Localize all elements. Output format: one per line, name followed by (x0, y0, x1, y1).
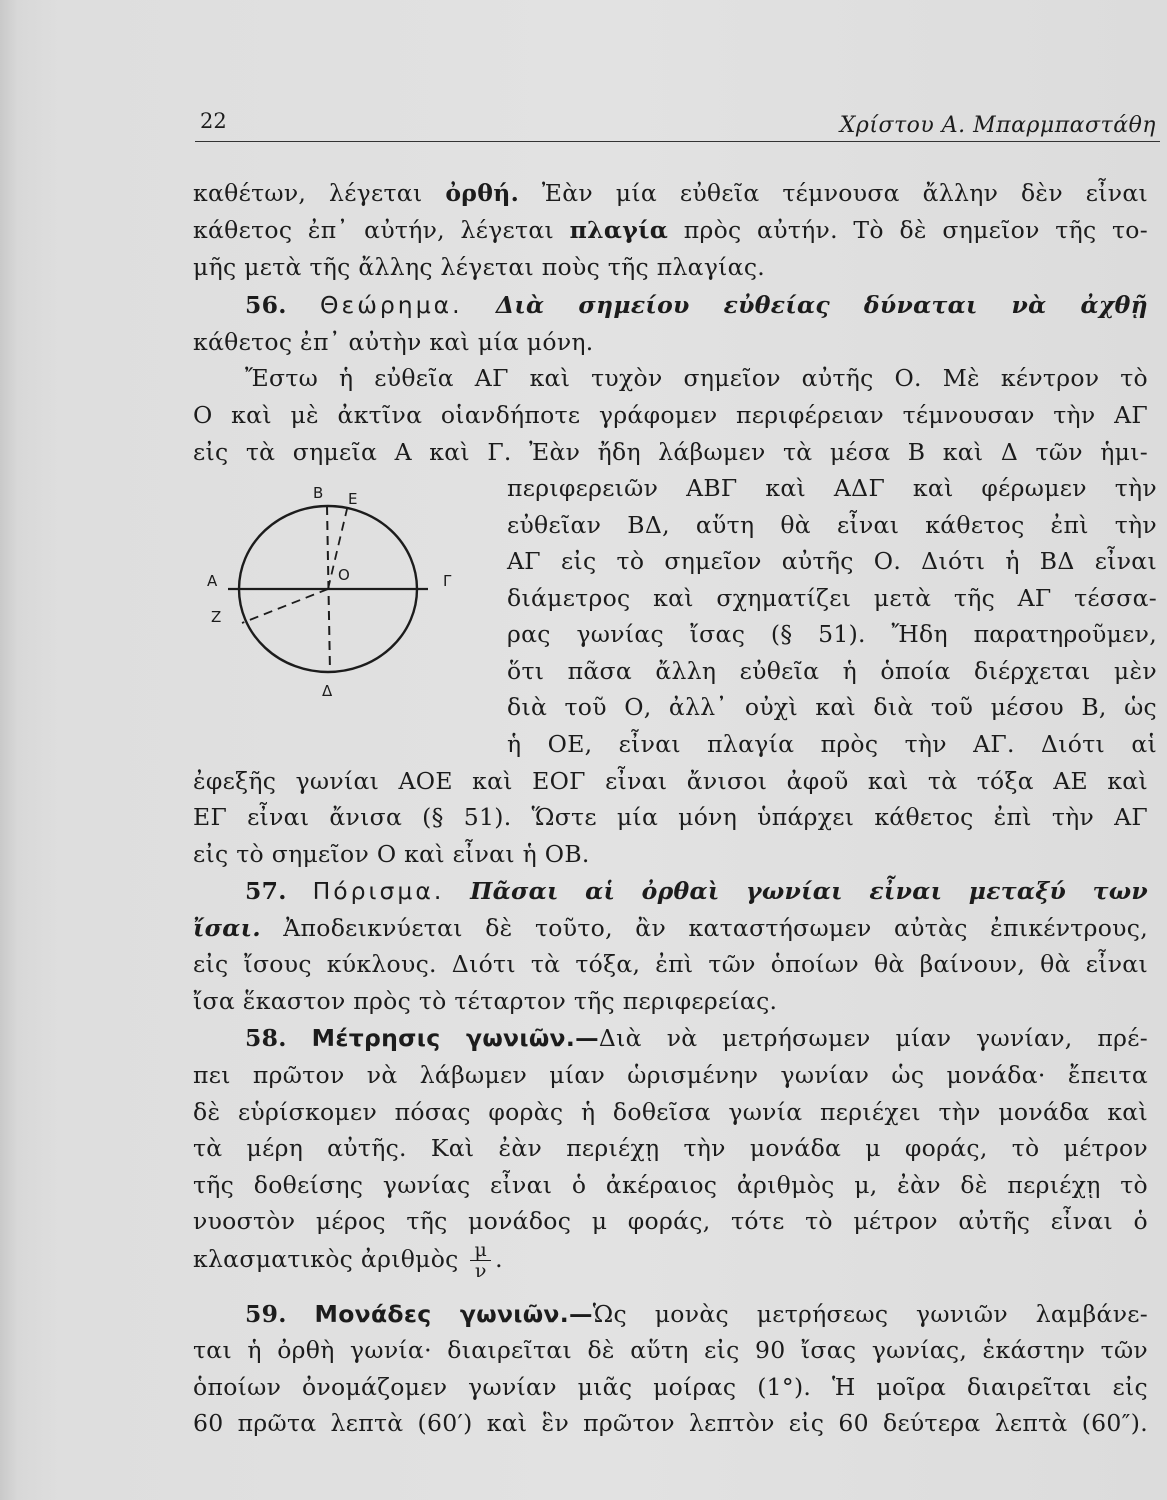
text-line: 60 πρῶτα λεπτὰ (60′) καὶ ἓν πρῶτον λεπτὸν εἰς 60 δεύτερα λεπτὰ (60″). (193, 1409, 1148, 1437)
text-line: ἡ ΟΕ, εἶναι πλαγία πρὸς τὴν ΑΓ. Διότι αἱ (507, 730, 1157, 758)
section-59-heading: 59. Μονάδες γωνιῶν.—Ὡς μονὰς μετρήσεως γωνιῶν λαμβάνε- (245, 1300, 1148, 1328)
section-56-heading: 56. Θεώρημα. Διὰ σημείου εὐθείας δύναται νὰ ἀχθῇ (245, 291, 1148, 319)
text-line: διὰ τοῦ Ο, ἀλλ᾽ οὐχὶ καὶ διὰ τοῦ μέσου Β, ὡς (507, 693, 1157, 721)
text-line: κλασματικὸς ἀριθμὸς $\frac{\mu}{\nu}$ . (193, 1239, 503, 1282)
text-line: ρας γωνίας ἴσας (§ 51). Ἤδη παρατηροῦμεν, (507, 620, 1157, 648)
text-line: καθέτων, λέγεται ὀρθή. Ἐὰν μία εὐθεῖα τέμνουσα ἄλλην δὲν εἶναι (193, 179, 1148, 207)
text-line: ἴσα ἕκαστον πρὸς τὸ τέταρτον τῆς περιφερείας. (193, 987, 778, 1015)
label-G: Γ (443, 572, 452, 590)
text-line: ὁποίων ὀνομάζομεν γωνίαν μιᾶς μοίρας (1°). Ἡ μοῖρα διαιρεῖται εἰς (193, 1373, 1148, 1401)
text-line: τῆς δοθείσης γωνίας εἶναι ὁ ἀκέραιος ἀριθμὸς μ, ἐὰν δὲ περιέχῃ τὸ (193, 1171, 1148, 1199)
label-O: O (338, 566, 350, 584)
text-line: εὐθεῖαν ΒΔ, αὕτη θὰ εἶναι κάθετος ἐπὶ τὴν (507, 511, 1157, 539)
text-line: ἐφεξῆς γωνίαι ΑΟΕ καὶ ΕΟΓ εἶναι ἄνισοι ἀφοῦ καὶ τὰ τόξα ΑΕ καὶ (193, 767, 1148, 795)
text-line: νυοστὸν μέρος τῆς μονάδος μ φοράς, τότε τὸ μέτρον αὐτῆς εἶναι ὁ (193, 1207, 1148, 1235)
text-line: εἰς τὰ σημεῖα Α καὶ Γ. Ἐὰν ἤδη λάβωμεν τὰ μέσα Β καὶ Δ τῶν ἡμι- (193, 438, 1148, 466)
label-D: Δ (322, 682, 333, 700)
text-line: ΕΓ εἶναι ἄνισα (§ 51). Ὥστε μία μόνη ὑπάρχει κάθετος ἐπὶ τὴν ΑΓ (193, 803, 1148, 831)
label-B: B (313, 484, 324, 502)
text-line: μῆς μετὰ τῆς ἄλλης λέγεται ποὺς τῆς πλαγίας. (193, 253, 766, 281)
text-line: ΑΓ εἰς τὸ σημεῖον αὐτῆς Ο. Διότι ἡ ΒΔ εἶναι (507, 547, 1157, 575)
text-line: ὅτι πᾶσα ἄλλη εὐθεῖα ἡ ὁποία διέρχεται μὲν (507, 657, 1157, 685)
text-line: Ο καὶ μὲ ἀκτῖνα οἱανδήποτε γράφομεν περιφέρειαν τέμνουσαν τὴν ΑΓ (193, 401, 1148, 429)
text-line: περιφερειῶν ΑΒΓ καὶ ΑΔΓ καὶ φέρωμεν τὴν (507, 474, 1157, 502)
text-line: εἰς τὸ σημεῖον Ο καὶ εἶναι ἡ ΟΒ. (193, 840, 590, 868)
text-line: ἴσαι. Ἀποδεικνύεται δὲ τοῦτο, ἂν καταστήσωμεν αὐτὰς ἐπικέντρους, (193, 914, 1148, 942)
text-line: Ἔστω ἡ εὐθεῖα ΑΓ καὶ τυχὸν σημεῖον αὐτῆς Ο. Μὲ κέντρον τὸ (245, 364, 1148, 392)
fraction: $\frac{\mu}{\nu}$ (470, 1240, 491, 1281)
line-oz (242, 589, 328, 623)
text-line: διάμετρος καὶ σχηματίζει μετὰ τῆς ΑΓ τέσσα- (507, 584, 1157, 612)
text-line: τὰ μέρη αὐτῆς. Καὶ ἐὰν περιέχῃ τὴν μονάδα μ φοράς, τὸ μέτρον (193, 1134, 1148, 1162)
text-line: εἰς ἴσους κύκλους. Διότι τὰ τόξα, ἐπὶ τῶν ὁποίων θὰ βαίνουν, θὰ εἶναι (193, 950, 1148, 978)
text-line: πει πρῶτον νὰ λάβωμεν μίαν ὡρισμένην γωνίαν ὡς μονάδα· ἔπειτα (193, 1061, 1148, 1089)
label-E: E (348, 490, 358, 508)
page-header (195, 105, 1160, 142)
section-56-statement: κάθετος ἐπ᾽ αὐτὴν καὶ μία μόνη. (193, 328, 594, 356)
label-Z: Z (211, 608, 222, 626)
page-number: 22 (200, 109, 227, 133)
text-line: κάθετος ἐπ᾽ αὐτήν, λέγεται πλαγία πρὸς αὐτήν. Τὸ δὲ σημεῖον τῆς το- (193, 216, 1148, 244)
circle-diagram-svg (190, 478, 500, 708)
section-58-heading: 58. Μέτρησις γωνιῶν.—Διὰ νὰ μετρήσωμεν μίαν γωνίαν, πρέ- (245, 1024, 1148, 1052)
label-A: A (207, 572, 218, 590)
section-57-heading: 57. Πόρισμα. Πᾶσαι αἱ ὀρθαὶ γωνίαι εἶναι μεταξύ των (245, 877, 1148, 905)
text-line: ται ἡ ὀρθὴ γωνία· διαιρεῖται δὲ αὕτη εἰς 90 ἴσας γωνίας, ἑκάστην τῶν (193, 1336, 1148, 1364)
circle-diagram (190, 478, 500, 708)
text-line: δὲ εὑρίσκομεν πόσας φορὰς ἡ δοθεῖσα γωνία περιέχει τὴν μονάδα καὶ (193, 1098, 1148, 1126)
running-head: Χρίστου Α. Μπαρμπαστάθη (839, 113, 1156, 138)
